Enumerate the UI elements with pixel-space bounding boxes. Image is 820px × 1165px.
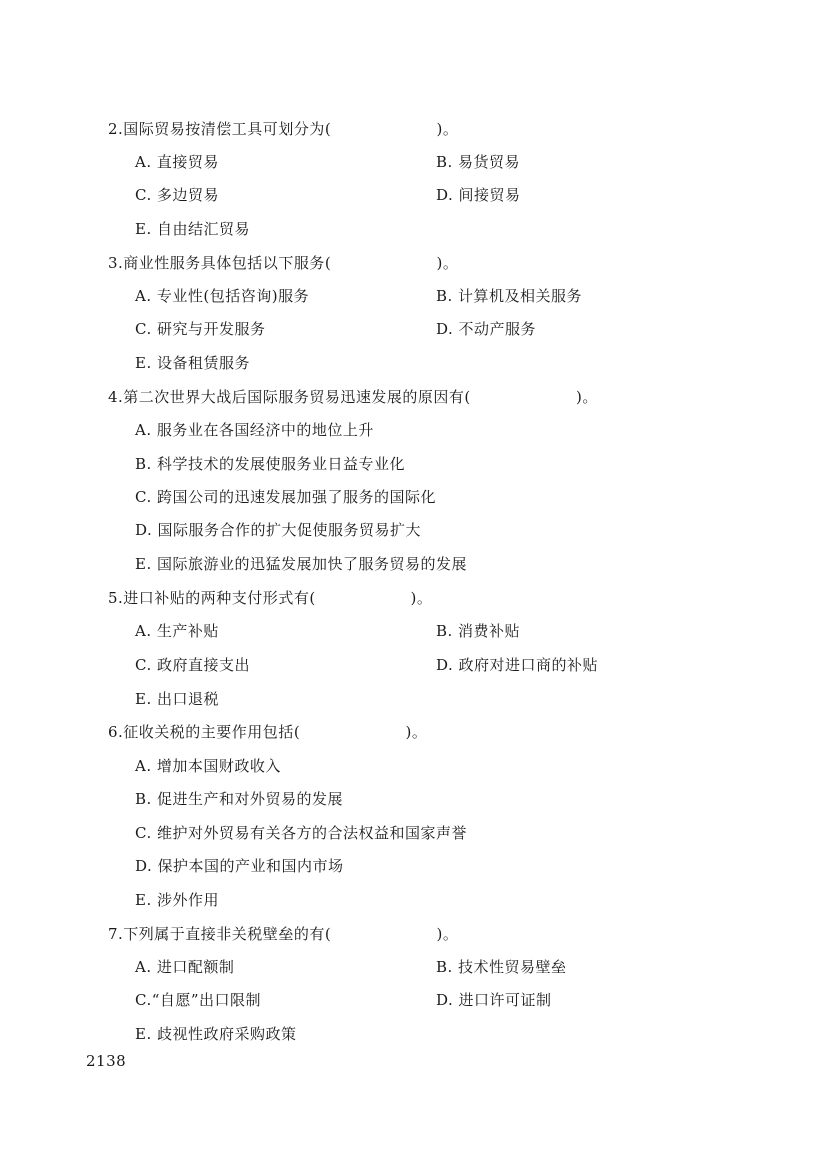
question-5-option-a: A. 生产补贴 [135, 622, 219, 640]
question-6-option-a: A. 增加本国财政收入 [135, 757, 281, 775]
question-7-option-d: D. 进口许可证制 [436, 991, 552, 1009]
question-7-option-c: C.“自愿”出口限制 [135, 991, 262, 1009]
question-5-option-e: E. 出口退税 [135, 690, 219, 708]
question-6-option-c: C. 维护对外贸易有关各方的合法权益和国家声誉 [135, 824, 467, 842]
question-4-option-a: A. 服务业在各国经济中的地位上升 [135, 421, 374, 439]
question-2-option-b: B. 易货贸易 [436, 153, 521, 171]
question-4-option-b: B. 科学技术的发展使服务业日益专业化 [135, 455, 406, 473]
question-7-option-a: A. 进口配额制 [135, 958, 235, 976]
page-number: 2138 [86, 1052, 127, 1070]
question-4-stem: 4.第二次世界大战后国际服务贸易迅速发展的原因有( )。 [108, 388, 598, 406]
question-5-stem: 5.进口补贴的两种支付形式有( )。 [108, 589, 433, 607]
question-5-option-c: C. 政府直接支出 [135, 656, 250, 674]
question-3-option-e: E. 设备租赁服务 [135, 354, 250, 372]
question-6-option-e: E. 涉外作用 [135, 891, 219, 909]
question-6-option-d: D. 保护本国的产业和国内市场 [135, 857, 344, 875]
question-3-option-d: D. 不动产服务 [436, 320, 537, 338]
question-6-option-b: B. 促进生产和对外贸易的发展 [135, 790, 344, 808]
question-2-option-d: D. 间接贸易 [436, 186, 521, 204]
question-7-option-e: E. 歧视性政府采购政策 [135, 1025, 297, 1043]
question-6-stem: 6.征收关税的主要作用包括( )。 [108, 723, 428, 741]
question-3-option-b: B. 计算机及相关服务 [436, 287, 583, 305]
question-2-option-a: A. 直接贸易 [135, 153, 219, 171]
question-5-option-b: B. 消费补贴 [436, 622, 521, 640]
question-7-stem: 7.下列属于直接非关税壁垒的有( )。 [108, 925, 459, 943]
question-7-option-b: B. 技术性贸易壁垒 [436, 958, 567, 976]
question-4-option-c: C. 跨国公司的迅速发展加强了服务的国际化 [135, 488, 436, 506]
question-3-stem: 3.商业性服务具体包括以下服务( )。 [108, 254, 459, 272]
question-2-option-c: C. 多边贸易 [135, 186, 219, 204]
question-2-stem: 2.国际贸易按清偿工具可划分为( )。 [108, 120, 459, 138]
question-4-option-e: E. 国际旅游业的迅猛发展加快了服务贸易的发展 [135, 555, 467, 573]
question-4-option-d: D. 国际服务合作的扩大促使服务贸易扩大 [135, 521, 422, 539]
question-5-option-d: D. 政府对进口商的补贴 [436, 656, 599, 674]
question-3-option-a: A. 专业性(包括咨询)服务 [135, 287, 310, 305]
question-3-option-c: C. 研究与开发服务 [135, 320, 266, 338]
question-2-option-e: E. 自由结汇贸易 [135, 220, 250, 238]
